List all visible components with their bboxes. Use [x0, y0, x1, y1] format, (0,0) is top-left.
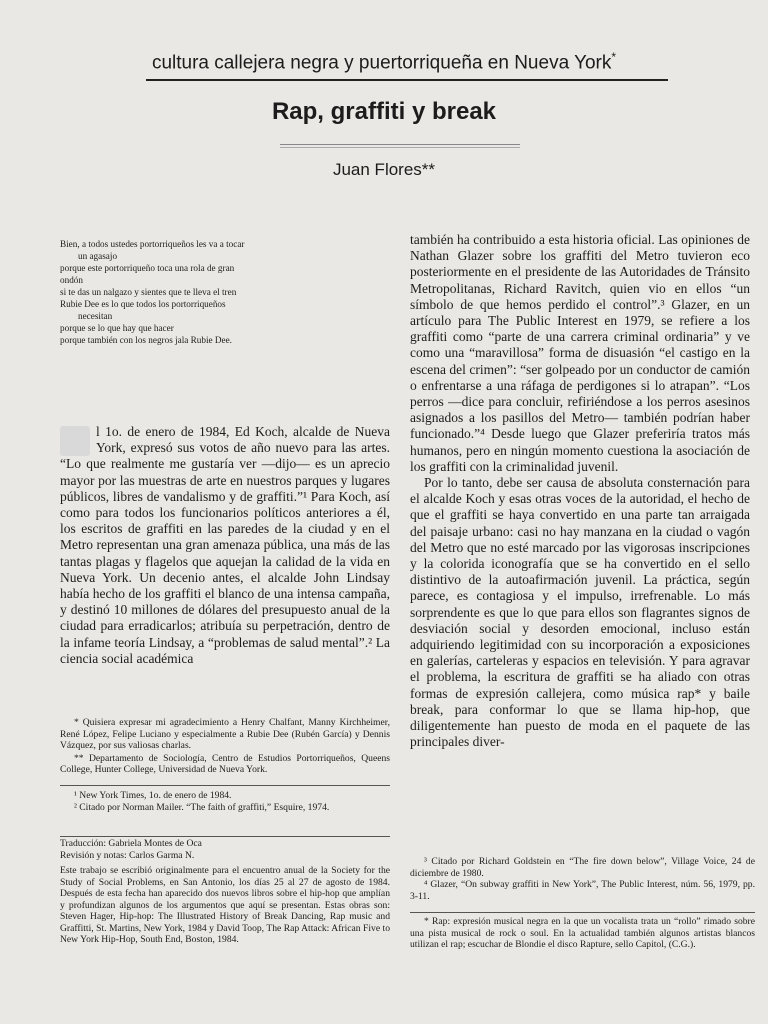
epigraph-line: ondón: [60, 275, 83, 285]
numbered-footnotes-right: [410, 856, 755, 902]
epigraph-line: porque este portorriqueño toca una rola de gran: [60, 263, 235, 273]
footnote: ** Departamento de Sociología, Centro de Estudios Portorriqueños, Queens College, Hunter College, Universidad de Nueva York.: [60, 752, 390, 775]
body-text-left: l 1o. de enero de 1984, Ed Koch, alcalde de Nueva York, expresó sus votos de año nuevo para las artes. “Lo que realmente me gustaría ver —dijo— es un aprecio mayor por las muestras de arte en nuestros parques y lugares públicos, libres de vandalismo y de graffiti.”¹ Para Koch, así como para todos los funcionarios políticos anteriores a él, los escritos de graffiti en las paredes de la ciudad y en el Metro representan una gran amenaza pública, una más de las tantas plagas y flagelos que aquejan la calidad de la vida en Nueva York. Un decenio antes, el alcalde John Lindsay había hecho de los graffiti el blanco de una intensa campaña, y destinó 10 millones de dólares del presupuesto anual de la ciudad para erradicarlos; atribuía su perpetración, dentro de la infame teoría Lindsay, a “problemas de salud mental”.² La ciencia social académica: [60, 424, 390, 666]
author-name: Juan Flores**: [332, 160, 436, 179]
epigraph-line: porque se lo que hay que hacer: [60, 323, 174, 333]
translator-credit: Traducción: Gabriela Montes de Oca: [60, 838, 202, 849]
footnote: ¹ New York Times, 1o. de enero de 1984.: [74, 790, 232, 801]
epigraph: [60, 238, 350, 346]
title-rule-top: [280, 144, 520, 145]
numbered-footnotes-left: [60, 790, 390, 813]
epigraph-line: si te das un nalgazo y sientes que te lleva el tren: [60, 287, 237, 297]
body-paragraph: también ha contribuido a esta historia oficial. Las opiniones de Nathan Glazer sobre los graffiti del Metro tuvieron eco posteriormente en el presidente de las Autoridades de Tránsito Metropolitanas, Richard Ravitch, quien vio en ellos “un símbolo de que hemos perdido el control”.³ Glazer, en un artículo para The Public Interest en 1979, se refiere a los graffiti como “parte de una carrera criminal ordinaria” y ve como una “maravillosa” forma de disuasión “el castigo en la escena del crimen”: “ser golpeado por un conductor de camión o enfrentarse a una ráfaga de perdigones si lo atrapan”. “Los perros —dice para concluir, refiriéndose a los perros asesinos asignados a los pasillos del Metro— también podrían haber funcionado.”⁴ Desde luego que Glazer preferiría tratos más humanos, pero en ningún momento cuestiona la asociación de los graffiti con la criminalidad juvenil.: [410, 232, 750, 474]
subtitle-text: cultura callejera negra y puertorriqueña en Nueva York: [151, 52, 612, 74]
rap-footnote: [410, 916, 755, 951]
drop-cap-placeholder: [60, 426, 90, 456]
subtitle-rule: [146, 79, 668, 81]
footnote: * Rap: expresión musical negra en la que un vocalista trata un “rollo” rimado sobre una pista musical de rock o soul. En la actualidad también algunos artistas blancos utilizan el rap; escuchar de Blondie el disco Rapture, sello Capitol, (C.G.).: [410, 916, 755, 950]
epigraph-line: Bien, a todos ustedes portorriqueños les va a tocar: [60, 239, 245, 249]
footnote: ³ Citado por Richard Goldstein en “The fire down below”, Village Voice, 24 de diciembre de 1980.: [410, 856, 755, 879]
article-title: Rap, graffiti y break: [271, 98, 497, 125]
title-rule-bottom: [280, 147, 520, 148]
epigraph-line: porque también con los negros jala Rubie Dee.: [60, 335, 232, 345]
article-subtitle: [0, 50, 768, 74]
translation-credits: [60, 838, 390, 946]
footnote-divider: [60, 836, 390, 837]
revision-credit: Revisión y notas: Carlos Garma N.: [60, 849, 195, 861]
body-column-left: [60, 424, 390, 667]
translation-note: Este trabajo se escribió originalmente para el encuentro anual de la Society for the Study of Social Problems, en San Antonio, los días 25 al 27 de agosto de 1984. Después de esta fecha han aparecido dos nuevos libros sobre el hip-hop que amplían y profundizan algunos de los argumentos que aquí se presentan. Estas obras son: Steven Hager, Hip-hop: The Illustrated History of Break Dancing, Rap music and Graffitti, St. Martins, New York, 1984 y David Toop, The Rap Attack: African Five to New York Hip-Hop, South End, Boston, 1984.: [60, 865, 390, 945]
footnote: ⁴ Glazer, “On subway graffiti in New York”, The Public Interest, núm. 56, 1979, pp. 3-11.: [410, 879, 755, 902]
body-paragraph: Por lo tanto, debe ser causa de absoluta consternación para el alcalde Koch y esas otras voces de la autoridad, el hecho de que el graffiti se haya convertido en una parte tan arraigada del paisaje urbano: casi no hay manzana en la ciudad o vagón del Metro que no esté marcado por las vigorosas inscripciones y la colorida iconografía que se ha convertido en el sello distintivo de la autoafirmación juvenil. La práctica, según parece, es contagiosa y el impulso, irrefrenable. Lo más sorprendente es que lo que para ellos son flagrantes signos de desviación social y desorden emocional, incluso están adquiriendo legitimidad con su incorporación a exposiciones en galerías, carteleras y espacios en televisión. Y para agravar el problema, la escritura de graffiti se ha aliado con otras formas de expresión callejera, como música rap* y baile break, para conformar lo que se llama hip-hop, que diligentemente han puesto de moda en el paquete de las principales diver-: [410, 475, 750, 750]
footnote-divider: [410, 912, 755, 913]
body-paragraph: [60, 424, 390, 667]
subtitle-footnote-mark: *: [611, 50, 617, 64]
footnote: * Quisiera expresar mi agradecimiento a Henry Chalfant, Manny Kirchheimer, René López, Felipe Luciano y especialmente a Rubie Dee (Rubén García) y Dennis Vázquez, por sus valiosas charlas.: [60, 717, 390, 751]
epigraph-line: necesitan: [78, 311, 113, 321]
body-column-right: [410, 232, 750, 751]
footnote-divider: [60, 785, 390, 786]
epigraph-line: Rubie Dee es lo que todos los portorriqueños: [60, 299, 226, 309]
epigraph-line: un agasajo: [78, 251, 118, 261]
footnote: ² Citado por Norman Mailer. “The faith of graffiti,” Esquire, 1974.: [74, 801, 330, 813]
author-footnotes: [60, 717, 390, 777]
